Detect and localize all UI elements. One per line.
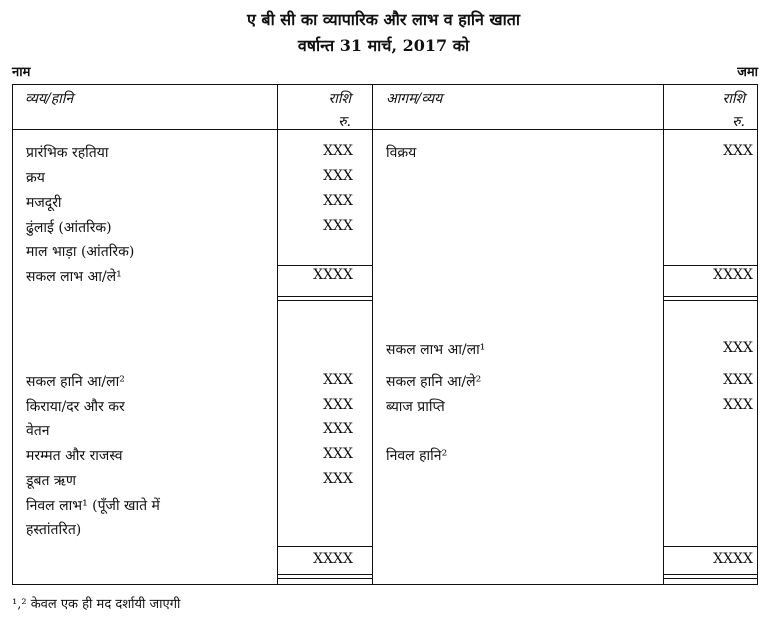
right-total-amount: XXXX <box>713 551 753 567</box>
column-divider <box>277 84 278 585</box>
row-label: ढुंलाई (आंतरिक) <box>26 220 112 236</box>
row-label: माल भाड़ा (आंतरिक) <box>26 244 135 260</box>
total-rule <box>663 578 758 579</box>
row-amount: XXX <box>723 143 753 159</box>
row-label: डूबत ऋण <box>26 473 76 489</box>
total-rule <box>277 546 372 547</box>
header-divider <box>12 129 758 130</box>
row-label: हस्तांतरित) <box>26 522 82 538</box>
row-label: सकल हानि आ/ला² <box>26 374 125 390</box>
row-amount: XXXX <box>313 267 353 283</box>
total-rule <box>277 574 372 575</box>
header-amount: राशि <box>722 91 745 107</box>
row-label: सकल लाभ आ/ले¹ <box>26 269 122 285</box>
row-label: निवल लाभ¹ (पूँजी खाते में <box>26 498 160 514</box>
column-divider <box>663 84 664 585</box>
row-amount: XXX <box>323 143 353 159</box>
row-label: वेतन <box>26 423 50 439</box>
row-amount: XXX <box>323 168 353 184</box>
total-rule <box>277 300 372 301</box>
header-currency: रु. <box>732 114 745 130</box>
column-divider <box>372 84 373 585</box>
total-rule <box>277 296 372 297</box>
row-amount: XXX <box>723 372 753 388</box>
statement-title: ए बी सी का व्यापारिक और लाभ व हानि खाता <box>247 10 520 29</box>
row-amount: XXX <box>323 193 353 209</box>
statement-period: वर्षान्त 31 मार्च, 2017 को <box>297 36 470 55</box>
total-rule <box>663 296 758 297</box>
row-amount: XXX <box>723 340 753 356</box>
row-amount: XXX <box>323 471 353 487</box>
row-label: विक्रय <box>386 145 417 161</box>
header-currency: रु. <box>338 114 351 130</box>
row-label: सकल हानि आ/ले² <box>386 374 482 390</box>
row-amount: XXX <box>723 397 753 413</box>
left-total-amount: XXXX <box>313 551 353 567</box>
row-label: मजदूरी <box>26 195 62 211</box>
total-rule <box>663 300 758 301</box>
row-amount: XXX <box>323 218 353 234</box>
row-label: ब्याज प्राप्ति <box>386 399 445 415</box>
header-expense: व्यय/हानि <box>25 91 74 107</box>
total-rule <box>663 574 758 575</box>
footnote: ¹,² केवल एक ही मद दर्शायी जाएगी <box>12 597 181 612</box>
row-amount: XXX <box>323 397 353 413</box>
header-amount: राशि <box>328 91 351 107</box>
total-rule <box>277 265 372 266</box>
total-rule <box>663 265 758 266</box>
row-amount: XXXX <box>713 267 753 283</box>
debit-label: नाम <box>12 65 31 80</box>
row-label: किराया/दर और कर <box>26 399 125 415</box>
row-label: सकल लाभ आ/ला¹ <box>386 342 486 358</box>
row-amount: XXX <box>323 421 353 437</box>
row-label: क्रय <box>26 170 45 186</box>
row-label: प्रारंभिक रहतिया <box>26 145 109 161</box>
row-label: निवल हानि² <box>386 448 448 464</box>
row-label: मरम्मत और राजस्व <box>26 448 123 464</box>
row-amount: XXX <box>323 372 353 388</box>
total-rule <box>277 578 372 579</box>
row-amount: XXX <box>323 446 353 462</box>
credit-label: जमा <box>737 65 758 80</box>
total-rule <box>663 546 758 547</box>
header-income: आगम/व्यय <box>386 91 443 107</box>
